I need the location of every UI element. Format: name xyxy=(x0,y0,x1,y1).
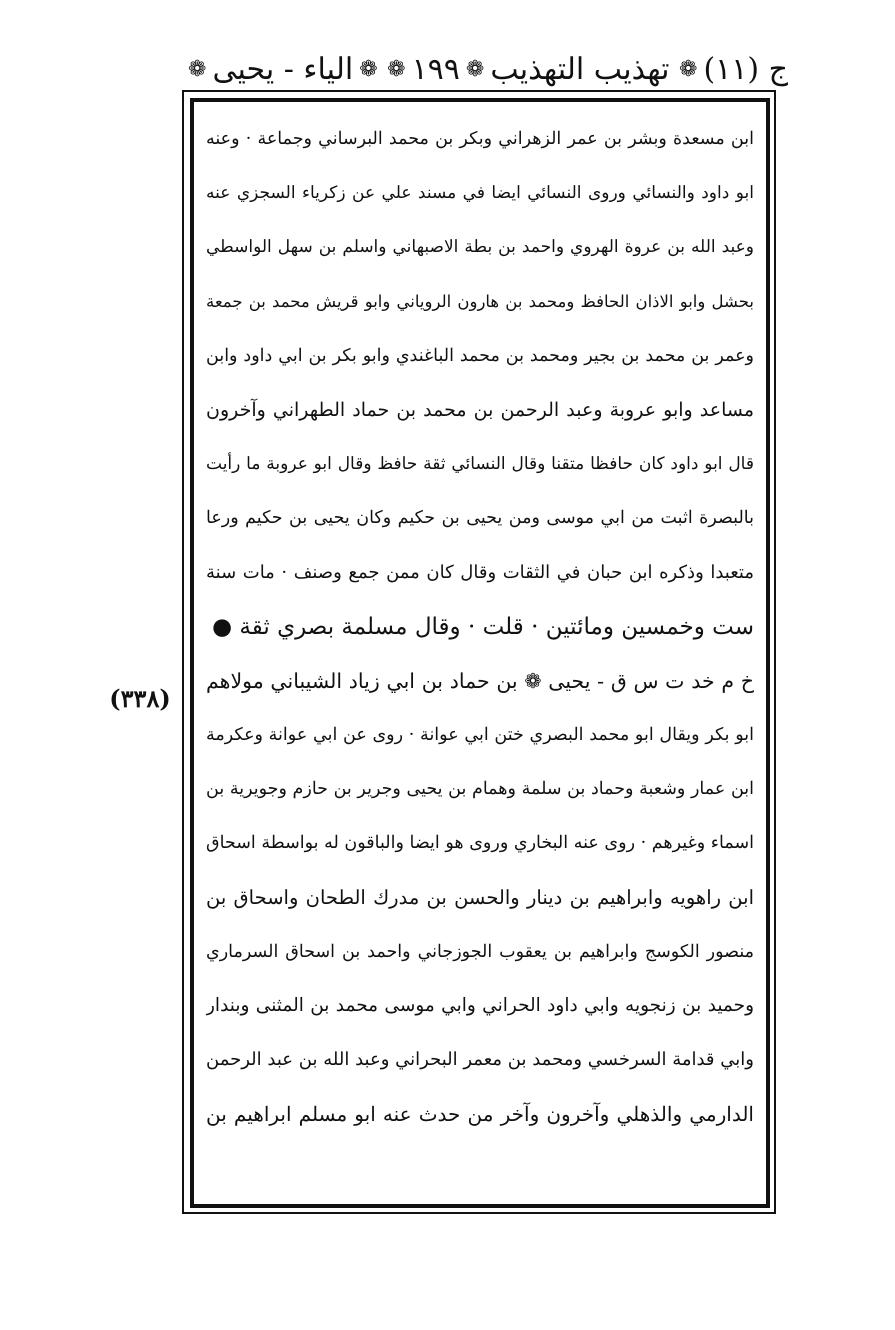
text-line: ست وخمسين ومائتين · قلت · وقال مسلمة بصري ثقة ● xyxy=(212,613,754,640)
text-line: بالبصرة اثبت من ابي موسى ومن يحيى بن حكيم وكان يحيى بن حكيم ورعا xyxy=(206,508,754,529)
running-header xyxy=(188,46,788,92)
header-volume xyxy=(679,52,788,87)
text-line: ابو بكر ويقال ابو محمد البصري ختن ابي عوانة · روى عن ابي عوانة وعكرمة xyxy=(206,725,754,746)
ornament-icon: ❁ xyxy=(359,56,378,82)
text-line: اسماء وغيرهم · روى عنه البخاري وروى هو ايضا والباقون له بواسطة اسحاق xyxy=(206,833,754,854)
header-title-group xyxy=(387,52,669,87)
entry-number: (٣٣٨) xyxy=(109,684,171,713)
text-line: ابن عمار وشعبة وحماد بن سلمة وهمام بن يحيى وجرير بن حازم وجويرية بن xyxy=(206,779,754,800)
text-line: ابو داود والنسائي وروى النسائي ايضا في مسند علي عن زكرياء السجزي عنه xyxy=(206,183,754,204)
ornament-icon: ❁ xyxy=(679,56,698,82)
text-line: قال ابو داود كان حافظا متقنا وقال النسائي ثقة حافظ وقال ابو عروبة ما رأيت xyxy=(206,454,754,475)
text-line: وعبد الله بن عروة الهروي واحمد بن بطة الاصبهاني واسلم بن سهل الواسطي xyxy=(206,237,754,258)
volume-label: ج (١١) xyxy=(703,51,788,87)
text-line: بحشل وابو الاذان الحافظ ومحمد بن هارون الروياني وابو قريش محمد بن جمعة xyxy=(206,291,754,311)
ornament-icon: ❁ xyxy=(465,56,485,82)
text-line: مساعد وابو عروبة وعبد الرحمن بن محمد بن حماد الطهراني وآخرون xyxy=(206,398,754,421)
text-line: ابن راهويه وابراهيم بن دينار والحسن بن مدرك الطحان واسحاق بن xyxy=(206,885,754,909)
book-title: تهذيب التهذيب xyxy=(490,51,670,87)
text-line: ابن مسعدة وبشر بن عمر الزهراني وبكر بن محمد البرساني وجماعة · وعنه xyxy=(206,129,754,149)
chapter-title: الياء - يحيى xyxy=(212,51,354,87)
text-line: وعمر بن محمد بن بجير ومحمد بن محمد الباغندي وابو بكر بن ابي داود وابن xyxy=(206,345,754,366)
ornament-icon: ❁ xyxy=(188,56,207,82)
ornament-icon: ❁ xyxy=(387,56,406,82)
text-line: منصور الكوسج وابراهيم بن يعقوب الجوزجاني واحمد بن اسحاق السرماري xyxy=(206,941,754,962)
header-chapter-group xyxy=(188,52,378,87)
text-line: متعبدا وذكره ابن حبان في الثقات وقال كان ممن جمع وصنف · مات سنة xyxy=(206,561,754,583)
page-number: ١٩٩ xyxy=(411,51,460,87)
text-line: وابي قدامة السرخسي ومحمد بن معمر البحراني وعبد الله بن عبد الرحمن xyxy=(206,1049,754,1071)
text-line: وحميد بن زنجويه وابي داود الحراني وابي موسى محمد بن المثنى وبندار xyxy=(206,995,754,1016)
entry-heading-line: خ م خد ت س ق - يحيى ❁ بن حماد بن ابي زياد الشيباني مولاهم xyxy=(206,668,754,693)
body-text xyxy=(206,112,754,1197)
text-line: الدارمي والذهلي وآخرون وآخر من حدث عنه ابو مسلم ابراهيم بن xyxy=(206,1102,754,1127)
